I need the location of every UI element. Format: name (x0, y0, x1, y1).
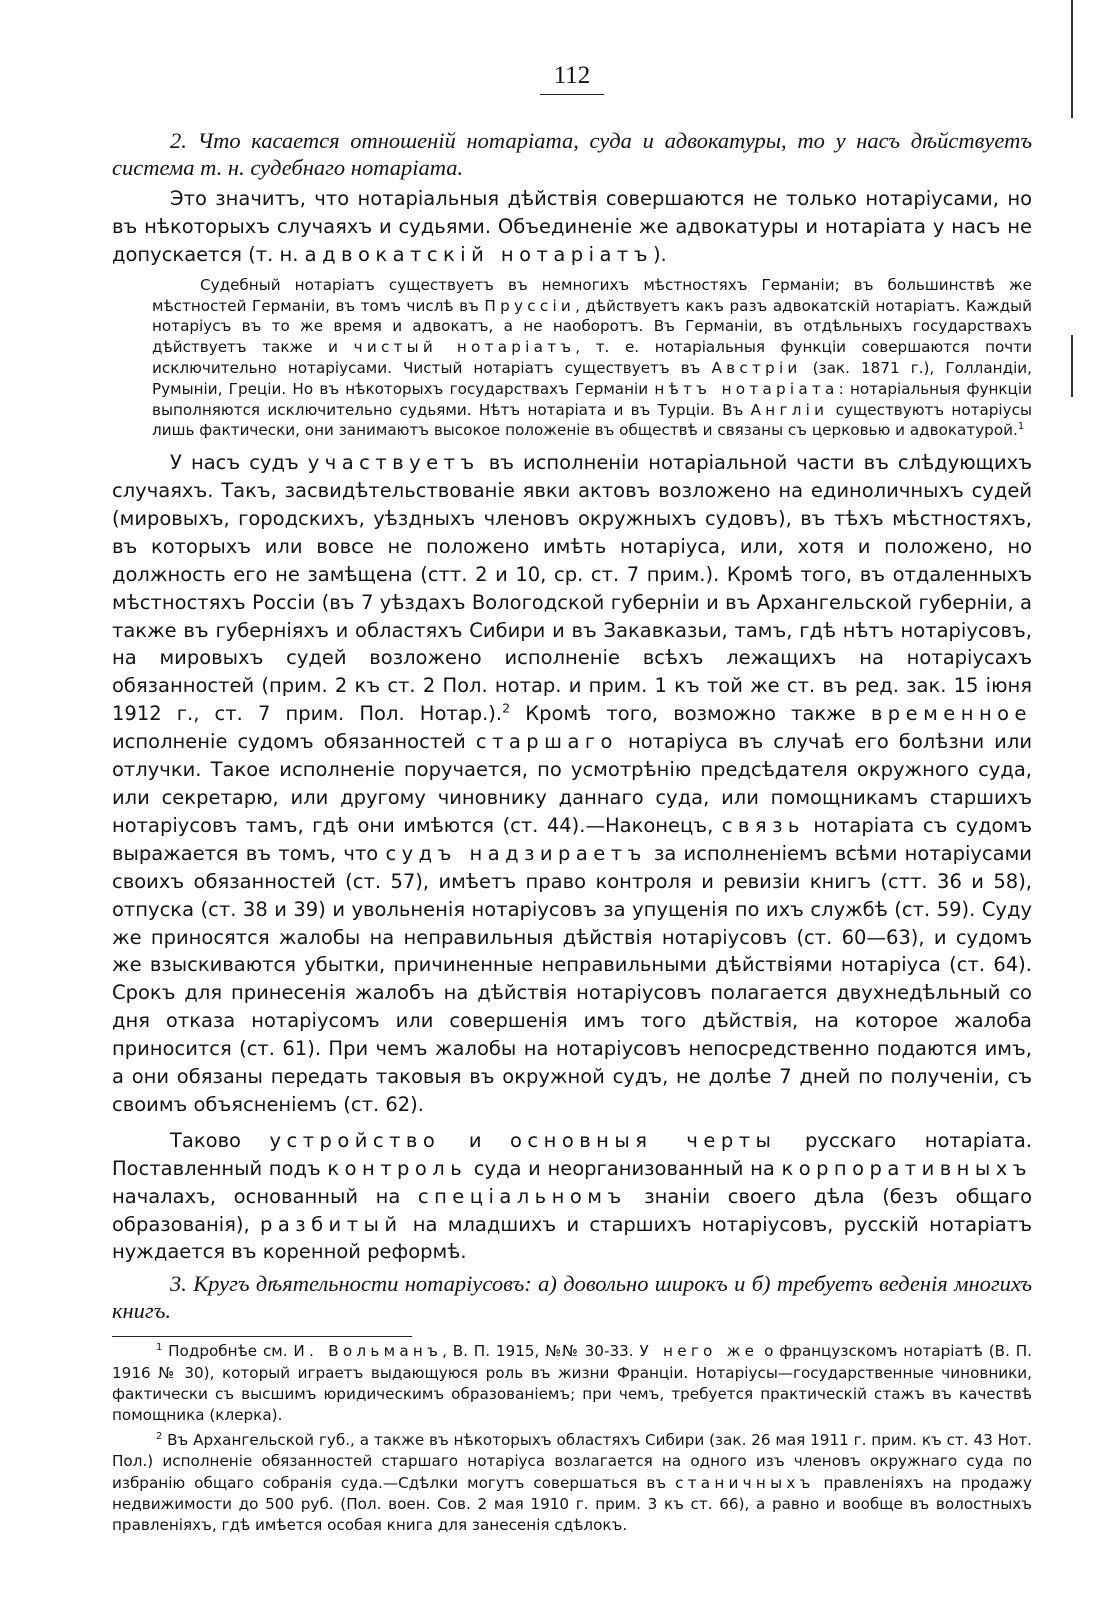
paragraph-reform-summary: Таково устройство и основныя черты русскаго нотаріата. Поставленный подъ контроль суда и неорганизованный на корпоративныхъ началахъ, основанный на спеціальномъ знаніи своего дѣла (безъ общаго образованія), разбитый на младшихъ и старшихъ нотаріусовъ, русскій нотаріатъ нуждается въ коренной реформѣ. (112, 1128, 1032, 1264)
note-foreign-notariat: Судебный нотаріатъ существуетъ въ немногихъ мѣстностяхъ Германіи; въ большинствѣ же мѣстностей Германіи, въ томъ числѣ въ Пруссіи, дѣйствуетъ какъ разъ адвокатскій нотаріатъ. Каждый нотаріусъ въ то же время и адвокатъ, а не наоборотъ. Въ Германіи, въ отдѣльныхъ государствахъ дѣйствуетъ также и чистый нотаріатъ, т. е. нотаріальныя функціи совершаются почти исключительно нотаріусами. Чистый нотаріатъ существуетъ въ Австріи (зак. 1871 г.), Голландіи, Румыніи, Греціи. Но въ нѣкоторыхъ государствахъ Германіи нѣтъ нотаріата: нотаріальныя функціи выполняются исключительно судьями. Нѣтъ нотаріата и въ Турціи. Въ Англіи существуютъ нотаріусы лишь фактически, они занимаютъ высокое положеніе въ обществѣ и связаны съ церковью и адвокатурой.$^1$ (152, 275, 1033, 440)
footnote-1: $^1$ Подробнѣе см. И. Вольманъ, В. П. 1915, №№ 30-33. У него же о французскомъ нотаріатѣ (В. П. 1916 № 30), который играетъ выдающуюся роль въ жизни Франціи. Нотаріусы—государственные чиновники, фактически съ высшимъ юридическимъ образованіемъ; при чемъ, требуется практическій стажъ въ качествѣ помощника (клерка). (112, 1342, 1032, 1424)
scan-edge-mark (1071, 0, 1073, 118)
page-number: 112 (540, 60, 604, 95)
footnote-divider (112, 1336, 412, 1337)
section-3-heading: 3. Кругъ дѣятельности нотаріусовъ: а) довольно широкъ и б) требуетъ веденія многихъ книгъ. (112, 1271, 1032, 1324)
section-2-heading: 2. Что касается отношеній нотаріата, суда и адвокатуры, то у насъ дѣйствуетъ система т. н. судебнаго нотаріата. (112, 128, 1032, 180)
footnote-ref-1: 1 (1017, 421, 1025, 433)
footnote-ref-2: 2 (502, 700, 511, 716)
page (112, 60, 1032, 1536)
paragraph-court-participation: У насъ судъ участвуетъ въ исполненіи нотаріальной части въ слѣдующихъ случаяхъ. Такъ, засвидѣтельствованіе явки актовъ возложено на единоличныхъ судей (мировыхъ, городскихъ, уѣздныхъ членовъ окружныхъ судовъ), въ тѣхъ мѣстностяхъ, въ которыхъ или вовсе не положено имѣть нотаріуса, или, хотя и положено, но должность его не замѣщена (стт. 2 и 10, ср. ст. 7 прим.). Кромѣ того, въ отдаленныхъ мѣстностяхъ Россіи (въ 7 уѣздахъ Вологодской губерніи и въ Архангельской губерніи, а также въ губерніяхъ и областяхъ Сибири и въ Закавказьи, тамъ, гдѣ нѣтъ нотаріусовъ, на мировыхъ судей возложено исполненіе всѣхъ лежащихъ на нотаріусахъ обязанностей (прим. 2 къ ст. 2 Пол. нотар. и прим. 1 къ той же ст. въ ред. зак. 15 іюня 1912 г., ст. 7 прим. Пол. Нотар.).$^2$ Кромѣ того, возможно также временное исполненіе судомъ обязанностей старшаго нотаріуса въ случаѣ его болѣзни или отлучки. Такое исполненіе поручается, по усмотрѣнію предсѣдателя окружного суда, или секретарю, или другому чиновнику даннаго суда, или помощникамъ старшихъ нотаріусовъ тамъ, гдѣ они имѣются (ст. 44).—Наконецъ, связь нотаріата съ судомъ выражается въ томъ, что судъ надзираетъ за исполненіемъ всѣми нотаріусами своихъ обязанностей (ст. 57), имѣетъ право контроля и ревизіи книгъ (стт. 36 и 58), отпуска (ст. 38 и 39) и увольненія нотаріусовъ за упущенія по ихъ службѣ (ст. 59). Суду же приносятся жалобы на неправильныя дѣйствія нотаріусовъ (ст. 60—63), и судомъ же взыскиваются убытки, причиненные неправильными дѣйствіями нотаріуса (ст. 64). Срокъ для принесенія жалобъ на дѣйствія нотаріусовъ полагается двухнедѣльный со дня отказа нотаріусомъ или совершенія имъ того дѣйствія, на которое жалоба приносится (ст. 61). При чемъ жалобы на нотаріусовъ непосредственно подаются имъ, а они обязаны передать таковыя въ окружной судъ, не долѣе 7 дней по полученіи, съ своимъ объясненіемъ (ст. 62). (112, 451, 1033, 1116)
scan-edge-mark (1071, 335, 1073, 397)
footnote-2: $^2$ Въ Архангельской губ., а также въ нѣкоторыхъ областяхъ Сибири (зак. 26 мая 1911 г. прим. къ ст. 43 Нот. Пол.) исполненіе обязанностей старшаго нотаріуса возлагается на одного изъ членовъ окружнаго суда по избранію общаго собранія суда.—Сдѣлки могутъ совершаться въ станичныхъ правленіяхъ на продажу недвижимости до 500 руб. (Пол. воен. Сов. 2 мая 1910 г. прим. 3 къ ст. 66), а равно и вообще въ волостныхъ правленіяхъ, гдѣ имѣется особая книга для занесенія сдѣлокъ. (112, 1431, 1032, 1534)
paragraph-judicial-notariat: Это значитъ, что нотаріальныя дѣйствія совершаются не только нотаріусами, но въ нѣкоторыхъ случаяхъ и судьями. Объединеніе же адвокатуры и нотаріата у насъ не допускается (т. н. адвокатскій нотаріатъ). (112, 187, 1032, 266)
